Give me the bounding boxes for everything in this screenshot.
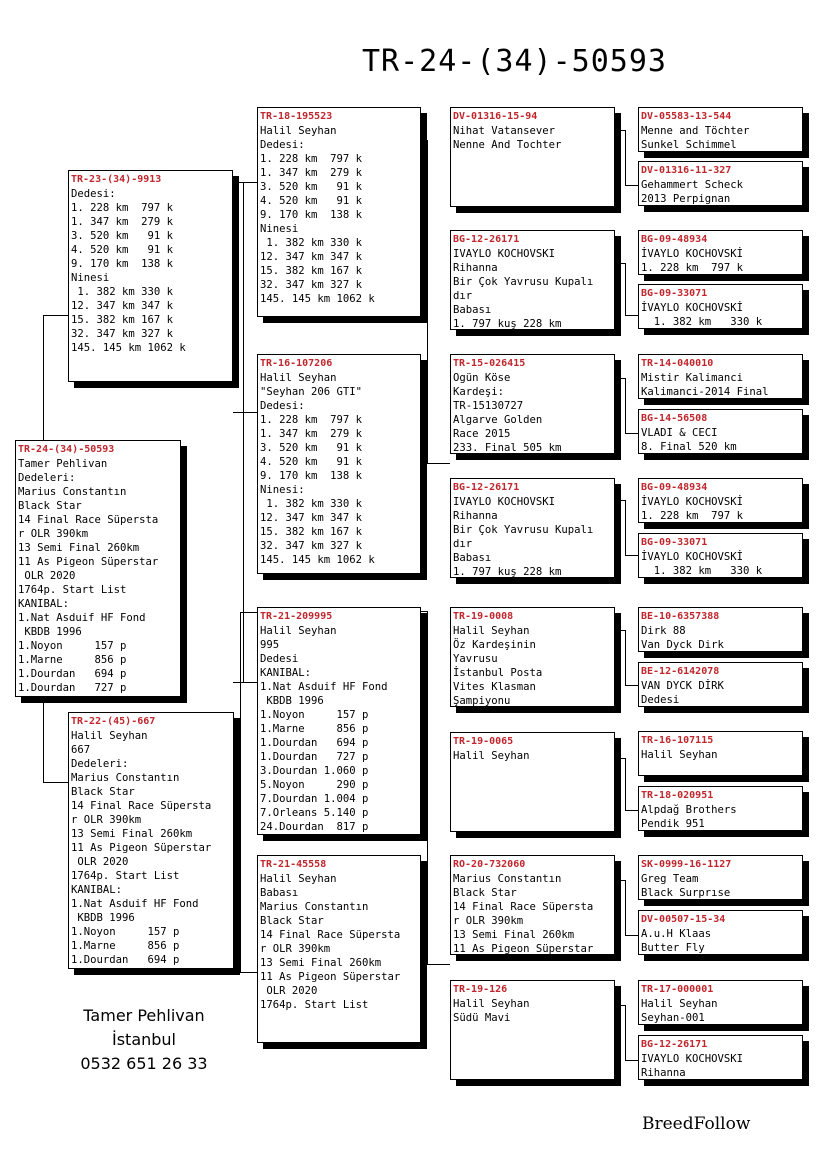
card-line: 14 Final Race Süpersta: [18, 514, 159, 526]
card-line: Seyhan-001: [641, 1012, 705, 1024]
card-line: 1.Dourdan 727 p: [260, 751, 369, 763]
ring-number: TR-18-020951: [641, 790, 714, 801]
brand-logo-text: BreedFollow: [642, 1114, 751, 1134]
card-line: Black Star: [71, 786, 135, 798]
card-line: Ninesi:: [260, 484, 305, 496]
connector-line: [615, 758, 625, 759]
card-line: KBDB 1996: [18, 626, 82, 638]
card-line: 13 Semi Final 260km: [18, 542, 140, 554]
connector-line: [625, 880, 626, 935]
connector-line: [233, 182, 257, 183]
card-line: 1. 228 km 797 k: [641, 510, 744, 522]
ring-number: TR-16-107206: [260, 358, 333, 369]
pedigree-card-ssd: [450, 230, 615, 330]
card-line: İVAYLO KOCHOVSKİ: [641, 248, 744, 260]
card-line: Halil Seyhan: [260, 873, 337, 885]
card-line: KANIBAL:: [18, 598, 70, 610]
connector-line: [625, 935, 638, 936]
connector-line: [240, 972, 257, 973]
card-line: 1.Dourdan 694 p: [260, 737, 369, 749]
card-line: 667: [71, 744, 91, 756]
connector-line: [427, 463, 450, 464]
card-line: Mistir Kalimanci: [641, 372, 744, 384]
card-line: "Seyhan 206 GTI": [260, 386, 363, 398]
pedigree-card-g1: [638, 107, 803, 152]
ring-number: BG-12-26171: [453, 482, 520, 493]
ring-number: DV-01316-15-94: [453, 111, 538, 122]
pedigree-card-g15: [638, 980, 803, 1025]
card-line: 145. 145 km 1062 k: [71, 342, 186, 354]
card-line: Menne and Töchter: [641, 125, 750, 137]
card-line: Dedeleri:: [71, 758, 129, 770]
card-line: Black Star: [260, 915, 324, 927]
card-line: 1. 228 km 797 k: [71, 202, 174, 214]
card-line: Dedesi:: [71, 188, 116, 200]
card-line: İVAYLO KOCHOVSKİ: [641, 496, 744, 508]
card-line: Babası: [453, 552, 492, 564]
card-line: 3. 520 km 91 k: [71, 230, 174, 242]
connector-line: [43, 315, 68, 316]
card-line: 24.Dourdan 817 p: [260, 821, 369, 833]
card-line: Halil Seyhan: [453, 998, 530, 1010]
breeder-name: Tamer Pehlivan: [83, 1006, 205, 1025]
pedigree-card-dam: [68, 712, 234, 969]
card-line: 12. 347 km 347 k: [260, 512, 363, 524]
card-line: 14 Final Race Süpersta: [453, 901, 594, 913]
card-line: 7.Orleans 5.140 p: [260, 807, 369, 819]
card-line: dır: [453, 290, 473, 302]
connector-line: [625, 500, 626, 555]
card-line: VAN DYCK DİRK: [641, 680, 724, 692]
card-line: Algarve Golden: [453, 414, 543, 426]
ring-number: BG-12-26171: [453, 234, 520, 245]
pedigree-card-g4: [638, 284, 803, 329]
ring-number: TR-19-0065: [453, 736, 514, 747]
connector-line: [233, 412, 257, 413]
card-line: 1.Dourdan 694 p: [71, 954, 180, 966]
card-line: 1.Dourdan 727 p: [18, 682, 127, 694]
ring-number: BE-10-6357388: [641, 611, 720, 622]
card-line: 1. 797 kuş 228 km: [453, 318, 562, 330]
card-line: Alpdağ Brothers: [641, 804, 737, 816]
card-line: r OLR 390km: [260, 943, 331, 955]
card-line: 3. 520 km 91 k: [260, 181, 363, 193]
pedigree-card-g14: [638, 910, 803, 955]
card-line: 9. 170 km 138 k: [260, 470, 363, 482]
card-line: 12. 347 km 347 k: [71, 300, 174, 312]
card-line: KBDB 1996: [260, 695, 324, 707]
card-line: A.u.H Klaas: [641, 928, 712, 940]
connector-line: [43, 697, 44, 782]
card-line: Halil Seyhan: [453, 625, 530, 637]
card-line: İstanbul Posta: [453, 667, 543, 679]
card-line: 9. 170 km 138 k: [260, 209, 363, 221]
card-line: Kardeşi:: [453, 386, 505, 398]
card-line: 11 As Pigeon Süperstar: [260, 971, 401, 983]
card-line: Marius Constantın: [260, 901, 369, 913]
card-line: 1. 347 km 279 k: [260, 167, 363, 179]
pedigree-card-g2: [638, 161, 803, 206]
card-line: 1.Marne 856 p: [260, 723, 369, 735]
card-line: OLR 2020: [71, 856, 129, 868]
card-line: OLR 2020: [18, 570, 76, 582]
ring-number: BG-09-48934: [641, 234, 708, 245]
connector-line: [625, 263, 626, 315]
breeder-city: İstanbul: [111, 1030, 176, 1049]
ring-number: BG-09-33071: [641, 288, 708, 299]
card-line: 995: [260, 639, 280, 651]
card-line: Gehammert Scheck: [641, 179, 744, 191]
card-line: 5.Noyon 290 p: [260, 779, 369, 791]
card-line: 1.Noyon 157 p: [71, 926, 180, 938]
pedigree-card-sd: [257, 354, 421, 574]
card-line: 4. 520 km 91 k: [260, 195, 363, 207]
card-line: Greg Team: [641, 873, 699, 885]
card-line: 13 Semi Final 260km: [453, 929, 575, 941]
card-line: 32. 347 km 327 k: [260, 279, 363, 291]
ring-number: TR-15-026415: [453, 358, 526, 369]
ring-number: TR-22-(45)-667: [71, 716, 156, 727]
connector-line: [427, 964, 450, 965]
ring-number: BG-09-33071: [641, 537, 708, 548]
ring-number: TR-18-195523: [260, 111, 333, 122]
card-line: 1. 382 km 330 k: [260, 237, 363, 249]
card-line: Marius Constantın: [453, 873, 562, 885]
card-line: 1.Nat Asduif HF Fond: [18, 612, 146, 624]
card-line: r OLR 390km: [453, 915, 524, 927]
card-line: 1764p. Start List: [18, 584, 127, 596]
connector-line: [233, 682, 257, 683]
card-line: Rihanna: [453, 510, 498, 522]
connector-line: [625, 555, 638, 556]
card-line: 1. 347 km 279 k: [71, 216, 174, 228]
card-line: Nenne And Tochter: [453, 139, 562, 151]
ring-number: BG-09-48934: [641, 482, 708, 493]
card-line: Vites Klasman: [453, 681, 536, 693]
pedigree-card-g7: [638, 478, 803, 523]
card-line: Dedesi:: [260, 139, 305, 151]
ring-number: TR-21-209995: [260, 611, 333, 622]
card-line: KBDB 1996: [71, 912, 135, 924]
card-line: 9. 170 km 138 k: [71, 258, 174, 270]
card-line: Kalimanci-2014 Final: [641, 386, 769, 398]
card-line: IVAYLO KOCHOVSKI: [453, 496, 556, 508]
connector-line: [427, 140, 428, 463]
pedigree-card-ddd: [450, 980, 615, 1080]
connector-line: [625, 185, 638, 186]
card-line: 1. 797 kuş 228 km: [453, 566, 562, 578]
card-line: KANIBAL:: [71, 884, 123, 896]
card-line: 1. 228 km 797 k: [260, 153, 363, 165]
card-line: 1764p. Start List: [260, 999, 369, 1011]
card-line: Babası: [453, 304, 492, 316]
card-line: Dedesi: [260, 653, 299, 665]
connector-line: [625, 758, 626, 810]
card-line: Halil Seyhan: [453, 750, 530, 762]
connector-line: [615, 130, 625, 131]
pedigree-card-sss: [450, 107, 615, 207]
card-line: Südü Mavi: [453, 1012, 511, 1024]
card-line: Black Surprıse: [641, 887, 731, 899]
card-line: 1.Marne 856 p: [71, 940, 180, 952]
card-line: Halil Seyhan: [260, 125, 337, 137]
card-line: dır: [453, 538, 473, 550]
card-line: Halil Seyhan: [71, 730, 148, 742]
connector-line: [625, 685, 638, 686]
card-line: Yavrusu: [453, 653, 498, 665]
connector-line: [240, 612, 241, 972]
card-line: Ninesi: [71, 272, 110, 284]
pedigree-card-sdd: [450, 478, 615, 578]
connector-line: [615, 263, 625, 264]
connector-line: [625, 130, 626, 185]
connector-line: [615, 500, 625, 501]
connector-line: [615, 630, 625, 631]
ring-number: SK-0999-16-1127: [641, 859, 732, 870]
ring-number: DV-00507-15-34: [641, 914, 726, 925]
card-line: Babası: [260, 887, 299, 899]
card-line: 32. 347 km 327 k: [71, 328, 174, 340]
card-line: 1764p. Start List: [71, 870, 180, 882]
card-line: Şampiyonu: [453, 695, 511, 707]
connector-line: [625, 1060, 638, 1061]
card-line: r OLR 390km: [71, 814, 142, 826]
card-line: Van Dyck Dirk: [641, 639, 724, 651]
card-line: Butter Fly: [641, 942, 705, 954]
connector-line: [615, 1005, 625, 1006]
card-line: Nihat Vatansever: [453, 125, 556, 137]
card-line: Rihanna: [453, 262, 498, 274]
pedigree-card-g10: [638, 662, 803, 707]
card-line: 1. 228 km 797 k: [260, 414, 363, 426]
card-line: 1. 382 km 330 k: [260, 498, 363, 510]
pedigree-card-g6: [638, 409, 803, 454]
card-line: IVAYLO KOCHOVSKI: [641, 1053, 744, 1065]
ring-number: TR-17-000001: [641, 984, 714, 995]
card-line: 7.Dourdan 1.004 p: [260, 793, 369, 805]
card-line: 1.Marne 856 p: [18, 654, 127, 666]
ring-number: DV-01316-11-327: [641, 165, 732, 176]
card-line: 145. 145 km 1062 k: [260, 293, 375, 305]
card-line: IVAYLO KOCHOVSKI: [453, 248, 556, 260]
card-line: 145. 145 km 1062 k: [260, 554, 375, 566]
connector-line: [625, 1005, 626, 1060]
card-line: Marius Constantın: [71, 772, 180, 784]
ring-number: BE-12-6142078: [641, 666, 720, 677]
connector-line: [43, 782, 68, 783]
ring-number: TR-19-0008: [453, 611, 514, 622]
card-line: 1. 382 km 330 k: [641, 316, 763, 328]
card-line: 1.Nat Asduif HF Fond: [260, 681, 388, 693]
pedigree-card-sds: [450, 354, 615, 454]
connector-line: [625, 433, 638, 434]
card-line: 2013 Perpignan: [641, 193, 731, 205]
connector-line: [427, 611, 428, 964]
ring-number: TR-16-107115: [641, 735, 714, 746]
card-line: Bir Çok Yavrusu Kupalı: [453, 524, 594, 536]
card-line: OLR 2020: [260, 985, 318, 997]
card-line: İVAYLO KOCHOVSKİ: [641, 551, 744, 563]
card-line: Ninesi: [260, 223, 299, 235]
connector-line: [240, 612, 257, 613]
card-line: 3.Dourdan 1.060 p: [260, 765, 369, 777]
connector-line: [625, 630, 626, 685]
card-line: 15. 382 km 167 k: [260, 526, 363, 538]
ring-number: DV-05583-13-544: [641, 111, 732, 122]
pedigree-card-g11: [638, 731, 803, 776]
card-line: 13 Semi Final 260km: [71, 828, 193, 840]
card-line: Öz Kardeşinin: [453, 639, 536, 651]
card-line: 14 Final Race Süpersta: [71, 800, 212, 812]
pedigree-card-dsd: [450, 732, 615, 832]
card-line: 4. 520 km 91 k: [260, 456, 363, 468]
connector-line: [625, 315, 638, 316]
ring-number: TR-21-45558: [260, 859, 327, 870]
card-line: İVAYLO KOCHOVSKİ: [641, 302, 744, 314]
card-line: Ogün Köse: [453, 372, 511, 384]
card-line: Halil Seyhan: [641, 998, 718, 1010]
page-title: TR-24-(34)-50593: [362, 44, 667, 79]
card-line: 1.Nat Asduif HF Fond: [71, 898, 199, 910]
card-line: 1. 228 km 797 k: [641, 262, 744, 274]
ring-number: BG-12-26171: [641, 1039, 708, 1050]
breeder-contact: [76, 1004, 212, 1076]
card-line: 11 As Pigeon Süperstar: [453, 943, 594, 955]
card-line: Halil Seyhan: [641, 749, 718, 761]
card-line: 11 As Pigeon Süperstar: [18, 556, 159, 568]
card-line: 13 Semi Final 260km: [260, 957, 382, 969]
card-line: 14 Final Race Süpersta: [260, 929, 401, 941]
card-line: 15. 382 km 167 k: [260, 265, 363, 277]
card-line: 8. Final 520 km: [641, 441, 737, 453]
pedigree-card-ds: [257, 607, 421, 835]
card-line: Marius Constantın: [18, 486, 127, 498]
ring-number: TR-14-040010: [641, 358, 714, 369]
card-line: 1.Noyon 157 p: [18, 640, 127, 652]
card-line: Dedeleri:: [18, 472, 76, 484]
pedigree-card-g12: [638, 786, 803, 831]
pedigree-card-g13: [638, 855, 803, 900]
card-line: 233. Final 505 km: [453, 442, 562, 454]
pedigree-card-g8: [638, 533, 803, 578]
connector-line: [625, 810, 638, 811]
card-line: 11 As Pigeon Süperstar: [71, 842, 212, 854]
pedigree-card-dds: [450, 855, 615, 955]
ring-number: TR-23-(34)-9913: [71, 174, 162, 185]
connector-line: [243, 182, 244, 682]
card-line: KANIBAL:: [260, 667, 312, 679]
pedigree-card-g5: [638, 354, 803, 399]
card-line: 12. 347 km 347 k: [260, 251, 363, 263]
card-line: 4. 520 km 91 k: [71, 244, 174, 256]
pedigree-card-dd: [257, 855, 421, 1043]
pedigree-card-main: [15, 440, 181, 697]
card-line: 1.Dourdan 694 p: [18, 668, 127, 680]
pedigree-card-ss: [257, 107, 421, 317]
card-line: TR-15130727: [453, 400, 524, 412]
pedigree-card-dss: [450, 607, 615, 707]
card-line: Dirk 88: [641, 625, 686, 637]
ring-number: TR-19-126: [453, 984, 508, 995]
card-line: 1. 347 km 279 k: [260, 428, 363, 440]
card-line: Sunkel Schimmel: [641, 139, 737, 151]
connector-line: [43, 315, 44, 440]
card-line: 1.Noyon 157 p: [260, 709, 369, 721]
pedigree-card-g9: [638, 607, 803, 652]
card-line: Bir Çok Yavrusu Kupalı: [453, 276, 594, 288]
ring-number: BG-14-56508: [641, 413, 708, 424]
breeder-phone: 0532 651 26 33: [80, 1054, 208, 1073]
card-line: Halil Seyhan: [260, 372, 337, 384]
card-line: Black Star: [453, 887, 517, 899]
card-line: 1. 382 km 330 k: [71, 286, 174, 298]
card-line: Dedesi:: [260, 400, 305, 412]
ring-number: RO-20-732060: [453, 859, 526, 870]
card-line: Rihanna: [641, 1067, 686, 1079]
connector-line: [625, 378, 626, 433]
card-line: 32. 347 km 327 k: [260, 540, 363, 552]
pedigree-card-sire: [68, 170, 233, 382]
card-line: Dedesi: [641, 694, 680, 706]
card-line: Pendik 951: [641, 818, 705, 830]
pedigree-card-g3: [638, 230, 803, 275]
ring-number: TR-24-(34)-50593: [18, 444, 115, 455]
card-line: Black Star: [18, 500, 82, 512]
card-line: VLADI & CECI: [641, 427, 718, 439]
card-line: Race 2015: [453, 428, 511, 440]
card-line: Tamer Pehlivan: [18, 458, 108, 470]
card-line: Halil Seyhan: [260, 625, 337, 637]
card-line: 15. 382 km 167 k: [71, 314, 174, 326]
card-line: 1. 382 km 330 k: [641, 565, 763, 577]
card-line: r OLR 390km: [18, 528, 89, 540]
pedigree-card-g16: [638, 1035, 803, 1080]
connector-line: [615, 880, 625, 881]
connector-line: [615, 378, 625, 379]
card-line: 3. 520 km 91 k: [260, 442, 363, 454]
